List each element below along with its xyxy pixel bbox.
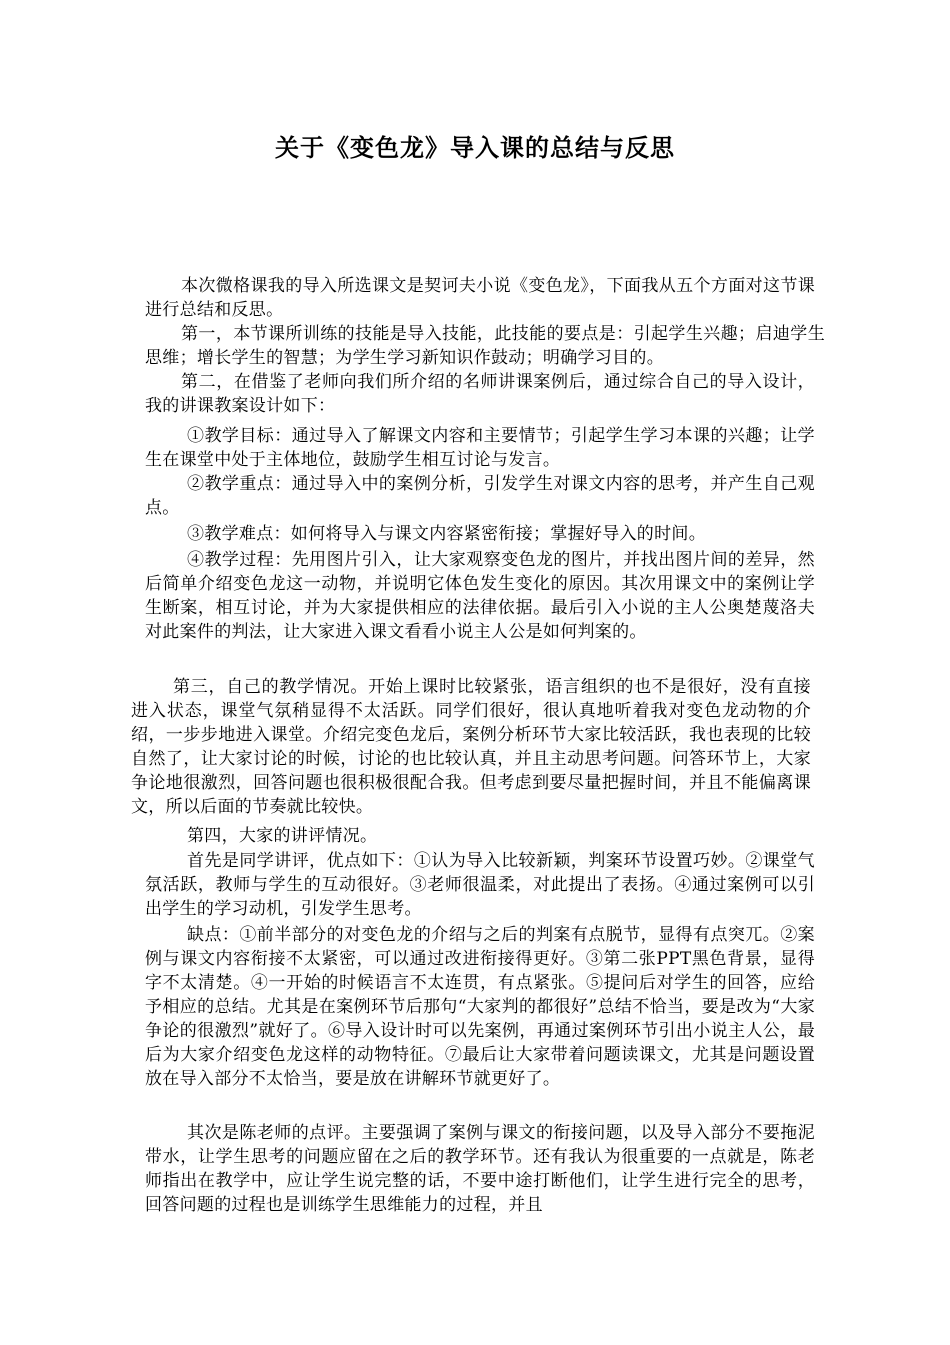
paragraph-teaching-goal: ①教学目标：通过导入了解课文内容和主要情节；引起学生学习本课的兴趣；让学生在课堂中处于主体地位，鼓励学生相互讨论与发言。 [145,426,815,470]
paragraph-third-point: 第三，自己的教学情况。开始上课时比较紧张，语言组织的也不是很好，没有直接进入状态，课堂气氛稍显得不太活跃。同学们很好，很认真地听着我对变色龙动物的介绍，一步步地进入课堂。介绍完变色龙后，案例分析环节大家比较活跃，我也表现的比较自然了，让大家讨论的时候，讨论的也比较认真，并且主动思考问题。问答环节上，大家争论地很激烈，回答问题也很积极很配合我。但考虑到要尽量把握时间，并且不能偏离课文，所以后面的节奏就比较快。 [131,677,811,817]
paragraph-teaching-difficulty: ③教学难点：如何将导入与课文内容紧密衔接；掌握好导入的时间。 [187,524,706,544]
paragraph-second-point: 第二，在借鉴了老师向我们所介绍的名师讲课案例后，通过综合自己的导入设计，我的讲课教案设计如下： [145,372,815,416]
paragraph-fourth-point: 第四，大家的讲评情况。 [187,826,378,846]
paragraph-first-point: 第一，本节课所训练的技能是导入技能，此技能的要点是：引起学生兴趣；启迪学生思维；增长学生的智慧；为学生学习新知识作鼓动；明确学习目的。 [145,324,825,368]
document-title: 关于《变色龙》导入课的总结与反思 [275,134,675,162]
paragraph-peer-weaknesses: 缺点：①前半部分的对变色龙的介绍与之后的判案有点脱节，显得有点突兀。②案例与课文内容衔接不太紧密，可以通过改进衔接得更好。③第二张PPT黑色背景，显得字不太清楚。④一开始的时候语言不太连贯，有点紧张。⑤提问后对学生的回答，应给予相应的总结。尤其是在案例环节后那句“大家判的都很好”总结不恰当，要是改为“大家争论的很激烈”就好了。⑥导入设计时可以先案例，再通过案例环节引出小说主人公，最后为大家介绍变色龙这样的动物特征。⑦最后让大家带着问题读课文，尤其是问题设置放在导入部分不太恰当，要是放在讲解环节就更好了。 [145,925,815,1089]
paragraph-teaching-process: ④教学过程：先用图片引入，让大家观察变色龙的图片，并找出图片间的差异，然后简单介绍变色龙这一动物，并说明它体色发生变化的原因。其次用课文中的案例让学生断案，相互讨论，并为大家提供相应的法律依据。最后引入小说的主人公奥楚蔑洛夫对此案件的判法，让大家进入课文看看小说主人公是如何判案的。 [145,550,815,642]
paragraph-teacher-comment: 其次是陈老师的点评。主要强调了案例与课文的衔接问题，以及导入部分不要拖泥带水，让学生思考的问题应留在之后的教学环节。还有我认为很重要的一点就是，陈老师指出在教学中，应让学生说完整的话，不要中途打断他们，让学生进行完全的思考，回答问题的过程也是训练学生思维能力的过程，并且 [145,1123,815,1215]
paragraph-teaching-focus: ②教学重点：通过导入中的案例分析，引发学生对课文内容的思考，并产生自己观点。 [145,474,815,518]
paragraph-peer-strengths: 首先是同学讲评，优点如下：①认为导入比较新颖，判案环节设置巧妙。②课堂气氛活跃，教师与学生的互动很好。③老师很温柔，对此提出了表扬。④通过案例可以引出学生的学习动机，引发学生思考。 [145,851,815,919]
paragraph-intro: 本次微格课我的导入所选课文是契诃夫小说《变色龙》，下面我从五个方面对这节课进行总结和反思。 [145,276,815,320]
